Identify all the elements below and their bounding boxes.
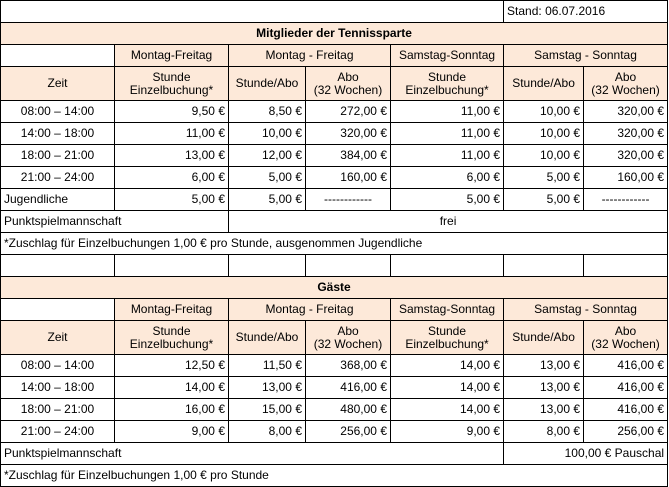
table-cell: 10,00 € <box>504 101 584 123</box>
section-title-members: Mitglieder der Tennissparte <box>1 23 668 45</box>
table-cell: 21:00 – 24:00 <box>1 421 115 443</box>
column-header: Zeit <box>1 67 115 101</box>
column-header: Stunde Einzelbuchung* <box>115 321 229 355</box>
table-cell: 13,00 € <box>504 377 584 399</box>
table-cell: 480,00 € <box>306 399 391 421</box>
stand-spacer <box>1 1 504 23</box>
table-cell: 416,00 € <box>584 377 668 399</box>
table-cell: 13,00 € <box>115 145 229 167</box>
table-cell: 416,00 € <box>584 399 668 421</box>
column-header: Stunde Einzelbuchung* <box>391 321 504 355</box>
table-cell: 5,00 € <box>391 189 504 211</box>
table-cell: 11,00 € <box>391 145 504 167</box>
column-header: Stunde/Abo <box>504 67 584 101</box>
spacer <box>391 255 504 277</box>
table-cell: 11,00 € <box>115 123 229 145</box>
column-header-row <box>1 67 668 101</box>
table-cell: 6,00 € <box>115 167 229 189</box>
group-header: Montag - Freitag <box>229 45 391 67</box>
column-header-row <box>1 321 668 355</box>
table-cell: 8,00 € <box>229 421 306 443</box>
table-cell: 320,00 € <box>584 123 668 145</box>
spacer <box>229 255 306 277</box>
column-header: Abo (32 Wochen) <box>584 321 668 355</box>
punktspiel-value: frei <box>229 211 668 233</box>
table-cell: 5,00 € <box>229 189 306 211</box>
table-cell: 10,00 € <box>229 123 306 145</box>
table-cell: 14,00 € <box>115 377 229 399</box>
table-row <box>1 145 668 167</box>
table-cell: 18:00 – 21:00 <box>1 145 115 167</box>
table-cell: 11,00 € <box>391 101 504 123</box>
table-cell: 08:00 – 14:00 <box>1 101 115 123</box>
table-row <box>1 167 668 189</box>
table-cell: 320,00 € <box>306 123 391 145</box>
table-cell: Jugendliche <box>1 189 115 211</box>
table-cell: 256,00 € <box>584 421 668 443</box>
table-row <box>1 377 668 399</box>
table-cell: 6,00 € <box>391 167 504 189</box>
group-header: Montag-Freitag <box>115 45 229 67</box>
table-cell: 11,00 € <box>391 123 504 145</box>
table-row-jugend <box>1 189 668 211</box>
table-row <box>1 399 668 421</box>
table-cell: 11,50 € <box>229 355 306 377</box>
table-cell: 10,00 € <box>504 123 584 145</box>
table-cell: 12,50 € <box>115 355 229 377</box>
table-cell: 10,00 € <box>504 145 584 167</box>
table-cell: 416,00 € <box>306 377 391 399</box>
table-row <box>1 101 668 123</box>
column-header: Stunde/Abo <box>229 67 306 101</box>
group-header: Samstag-Sonntag <box>391 299 504 321</box>
section-title-guests: Gäste <box>1 277 668 299</box>
table-cell: ------------ <box>306 189 391 211</box>
column-header: Stunde Einzelbuchung* <box>115 67 229 101</box>
table-row <box>1 123 668 145</box>
table-cell: 256,00 € <box>306 421 391 443</box>
table-cell: 16,00 € <box>115 399 229 421</box>
group-header: Samstag - Sonntag <box>504 45 668 67</box>
table-cell: 9,50 € <box>115 101 229 123</box>
group-spacer <box>1 45 115 67</box>
table-cell: 160,00 € <box>306 167 391 189</box>
column-header: Abo (32 Wochen) <box>306 67 391 101</box>
table-cell: 5,00 € <box>504 167 584 189</box>
table-cell: 14,00 € <box>391 377 504 399</box>
group-spacer <box>1 299 115 321</box>
column-header: Stunde/Abo <box>229 321 306 355</box>
table-cell: 9,00 € <box>391 421 504 443</box>
table-cell: 320,00 € <box>584 145 668 167</box>
column-header: Zeit <box>1 321 115 355</box>
footnote: *Zuschlag für Einzelbuchungen 1,00 € pro Stunde, ausgenommen Jugendliche <box>1 233 668 255</box>
stand-date: Stand: 06.07.2016 <box>504 1 668 23</box>
table-cell: 9,00 € <box>115 421 229 443</box>
table-cell: 320,00 € <box>584 101 668 123</box>
table-row <box>1 421 668 443</box>
table-cell: 272,00 € <box>306 101 391 123</box>
group-header: Samstag - Sonntag <box>504 299 668 321</box>
table-cell: ------------ <box>584 189 668 211</box>
table-cell: 14,00 € <box>391 355 504 377</box>
punktspiel-value: 100,00 € Pauschal <box>504 443 668 465</box>
table-row <box>1 355 668 377</box>
group-header: Montag - Freitag <box>229 299 391 321</box>
punktspiel-label: Punktspielmannschaft <box>1 443 504 465</box>
group-header: Montag-Freitag <box>115 299 229 321</box>
table-cell: 13,00 € <box>229 377 306 399</box>
table-cell: 384,00 € <box>306 145 391 167</box>
table-cell: 5,00 € <box>229 167 306 189</box>
footnote: *Zuschlag für Einzelbuchungen 1,00 € pro Stunde <box>1 465 668 487</box>
spacer <box>306 255 391 277</box>
table-cell: 160,00 € <box>584 167 668 189</box>
table-cell: 18:00 – 21:00 <box>1 399 115 421</box>
column-header: Stunde/Abo <box>504 321 584 355</box>
table-cell: 14:00 – 18:00 <box>1 377 115 399</box>
table-cell: 13,00 € <box>504 355 584 377</box>
group-header: Samstag-Sonntag <box>391 45 504 67</box>
table-cell: 368,00 € <box>306 355 391 377</box>
punktspiel-label: Punktspielmannschaft <box>1 211 229 233</box>
table-cell: 8,00 € <box>504 421 584 443</box>
table-cell: 21:00 – 24:00 <box>1 167 115 189</box>
table-cell: 5,00 € <box>115 189 229 211</box>
spacer <box>584 255 668 277</box>
spacer <box>1 255 115 277</box>
table-cell: 13,00 € <box>504 399 584 421</box>
table-cell: 8,50 € <box>229 101 306 123</box>
table-cell: 14:00 – 18:00 <box>1 123 115 145</box>
table-cell: 08:00 – 14:00 <box>1 355 115 377</box>
table-cell: 14,00 € <box>391 399 504 421</box>
spacer <box>115 255 229 277</box>
table-cell: 12,00 € <box>229 145 306 167</box>
column-header: Abo (32 Wochen) <box>306 321 391 355</box>
column-header: Abo (32 Wochen) <box>584 67 668 101</box>
column-header: Stunde Einzelbuchung* <box>391 67 504 101</box>
spacer <box>504 255 584 277</box>
table-cell: 416,00 € <box>584 355 668 377</box>
table-cell: 5,00 € <box>504 189 584 211</box>
table-cell: 15,00 € <box>229 399 306 421</box>
